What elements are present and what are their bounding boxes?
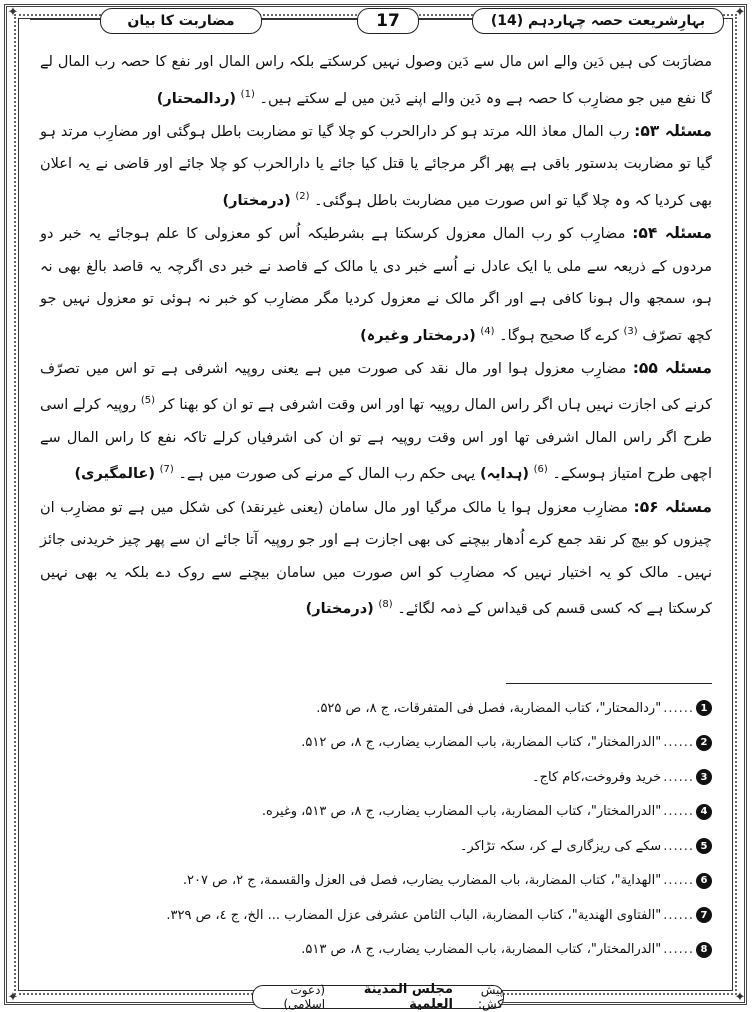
paragraph-text: کرے گا صحیح ہوگا۔ <box>499 327 619 344</box>
masala-54 <box>40 217 712 352</box>
source-reference: (عالمگیری) <box>74 466 155 483</box>
footnote-text: "الفتاوى الهندية"، كتاب المضاربة، الباب الثامن عشرفی عزل المضارب ... الخ، ج ٤، ص ۳۲۹. <box>166 907 662 923</box>
footnote-number-badge: 3 <box>696 769 712 785</box>
paragraph-text: مضارِب معزول ہوا اور مال نقد کی صورت میں ہے یعنی روپیہ اشرفی ہے تو اس میں تصرّف کرنے کی اجازت نہیں ہاں اگر راس المال روپیہ تھا اور اس وقت اشرفی ہے تو ان کو بھنا کر <box>40 360 713 414</box>
paragraph-text: مضارِب کو رب المال معزول کرسکتا ہے بشرطیکہ اُس کو معزولی کا علم ہوجائے یہ خبر دو مردوں کے ذریعہ سے ملی یا ایک عادل نے اُسے خبر دی یا مالک کے قاصد نے خبر دی اگرچہ یہ قاصد بالغ بھی نہ ہو، سمجھ وال ہونا کافی ہے اور اگر مالک نے معزول کردیا مگر مضارِب کو خبر نہ ہوئی تو معزول نہیں جو کچھ تصرّف <box>40 226 712 344</box>
footnote-marker: (6) <box>533 464 548 476</box>
corner-ornament-icon: ✦ <box>734 5 746 20</box>
masala-label: مسئلہ ۵۴: <box>632 224 712 243</box>
paragraph-text: رب المال معاذ اللہ مرتد ہو کر دارالحرب کو چلا گیا تو مضاربت باطل ہوگئی اور مضارِب مرتد ہو گیا تو مضاربت بدستور باقی ہے پھر اگر مرجائے یا قتل کیا جائے یا دارالحرب کو چلا جائے اور قاضی نے یہ اعلان بھی کردیا کہ وہ چلا گیا تو اس صورت میں مضاربت باطل ہوگئی۔ <box>40 123 712 209</box>
source-reference: (ہدایہ) <box>479 466 529 483</box>
footnote-item <box>40 726 712 761</box>
footnote-item <box>40 933 712 968</box>
footnote-item <box>40 795 712 830</box>
footnote-marker: (5) <box>140 395 156 407</box>
masala-label: مسئلہ ۵۵: <box>632 358 712 377</box>
masala-label: مسئلہ ۵۶: <box>633 497 713 516</box>
footnote-divider <box>506 683 712 684</box>
masala-56 <box>40 491 712 626</box>
footnote-leader: ...... <box>663 804 694 820</box>
chapter-title: مضاربت کا بیان <box>100 8 262 34</box>
footnote-number-badge: 8 <box>696 942 712 958</box>
footnote-marker: (2) <box>295 190 310 202</box>
footnote-item <box>40 829 712 864</box>
footnote-item <box>40 760 712 795</box>
footnote-text: "ردالمحتار"، كتاب المضاربة، فصل فی المتفرقات، ج ۸، ص ۵۲۵. <box>316 700 662 716</box>
masala-label: مسئلہ ۵۳: <box>634 121 713 140</box>
publisher-suffix: (دعوت اسلامی) <box>283 983 326 1011</box>
page-header <box>30 6 724 36</box>
source-reference: (درمختار وغیرہ) <box>360 327 476 344</box>
footnote-text: "الدرالمختار"، كتاب المضاربة، باب المضارب يضارب، ج ۸، ص ۵۱۳، وغيره. <box>261 804 662 820</box>
footnote-list <box>40 691 712 967</box>
footnote-leader: ...... <box>663 942 694 958</box>
footnote-number-badge: 1 <box>696 700 712 716</box>
masala-53 <box>40 115 712 217</box>
footnote-marker: (4) <box>480 325 495 337</box>
corner-ornament-icon: ✦ <box>7 5 19 20</box>
source-reference: (درمختار) <box>222 192 291 209</box>
footnote-leader: ...... <box>663 873 694 889</box>
footnote-item <box>40 898 712 933</box>
corner-ornament-icon: ✦ <box>7 990 19 1005</box>
paragraph-text: مضارِب معزول ہوا یا مالک مرگیا اور مال سامان (یعنی غیرنقد) کی شکل میں ہے تو مضارِب ان چیزوں کو بیچ کر نقد جمع کرے اُدھار بیچنے کی بھی اجازت ہے اور جو روپیہ آتا جائے ان سے پھر چیز خریدنی جائز نہیں۔ مالک کو یہ اختیار نہیں کہ مضارِب کو اس صورت میں سامان بیچنے سے روک دے بلکہ یہ بھی نہیں کرسکتا ہے کہ کسی قسم کی قیداس کے ذمہ لگائے۔ <box>40 499 712 617</box>
footnote-number-badge: 7 <box>696 907 712 923</box>
book-title: بہارِشریعت حصہ چہاردہم (14) <box>472 8 724 34</box>
footnote-number-badge: 4 <box>696 804 712 820</box>
footnote-marker: (1) <box>240 88 255 100</box>
footnote-number-badge: 5 <box>696 838 712 854</box>
footnote-leader: ...... <box>663 700 694 716</box>
footnote-text: "الهداية"، كتاب المضاربة، باب المضارب يضارب، فصل فی العزل والقسمة، ج ۲، ص ۲۰۷. <box>182 873 662 889</box>
footnote-number-badge: 6 <box>696 873 712 889</box>
footer-prefix: پیش کش: <box>477 983 503 1011</box>
footnote-leader: ...... <box>663 838 694 854</box>
paragraph-text: مضارَبت کی ہیں دَین والے اس مال سے دَین وصول نہیں کرسکتے بلکہ راس المال اور نفع کا حصہ رب المال لے گا نفع میں جو مضارِب کا حصہ ہے وہ دَین والے اپنے دَین میں لے سکتے ہیں۔ <box>40 54 712 107</box>
paragraph-text: یہی حکم رب المال کے مرنے کی صورت میں ہے۔ <box>178 466 476 483</box>
footnote-marker: (8) <box>378 599 393 611</box>
footnote-leader: ...... <box>663 769 694 785</box>
source-reference: (درمختار) <box>305 600 374 617</box>
footnote-marker: (7) <box>159 464 174 476</box>
footnote-leader: ...... <box>663 735 694 751</box>
footnote-text: خرید وفروخت،کام کاج۔ <box>531 769 662 785</box>
footnote-text: "الدرالمختار"، كتاب المضاربة، باب المضارب يضارب، ج ۸، ص ۵۱۲. <box>301 735 662 751</box>
paragraph-text: روپیہ کرلے اسی طرح اگر راس المال اشرفی تھا اور اس وقت روپیہ ہے تو ان کی اشرفیاں کرلے تاکہ نفع کا راس المال سے اچھی طرح امتیاز ہوسکے۔ <box>40 397 712 483</box>
footnote-item <box>40 691 712 726</box>
footnote-item <box>40 864 712 899</box>
page-body <box>40 46 712 625</box>
footnote-number-badge: 2 <box>696 735 712 751</box>
page-number: 17 <box>357 8 419 34</box>
masala-55 <box>40 352 712 491</box>
publisher-footer <box>252 982 504 1012</box>
footnote-leader: ...... <box>663 907 694 923</box>
source-reference: (ردالمحتار) <box>156 90 237 107</box>
footnote-marker: (3) <box>623 325 638 337</box>
footnote-text: سکے کی ریزگاری لے کر، سکہ تڑاکر۔ <box>459 838 662 854</box>
footnote-text: "الدرالمختار"، كتاب المضاربة، باب المضارب يضارب، ج ۸، ص ۵۱۳. <box>301 942 662 958</box>
publisher-name: مجلس المدينة العلمية <box>363 982 453 1012</box>
paragraph-continuation <box>40 46 712 115</box>
corner-ornament-icon: ✦ <box>734 990 746 1005</box>
